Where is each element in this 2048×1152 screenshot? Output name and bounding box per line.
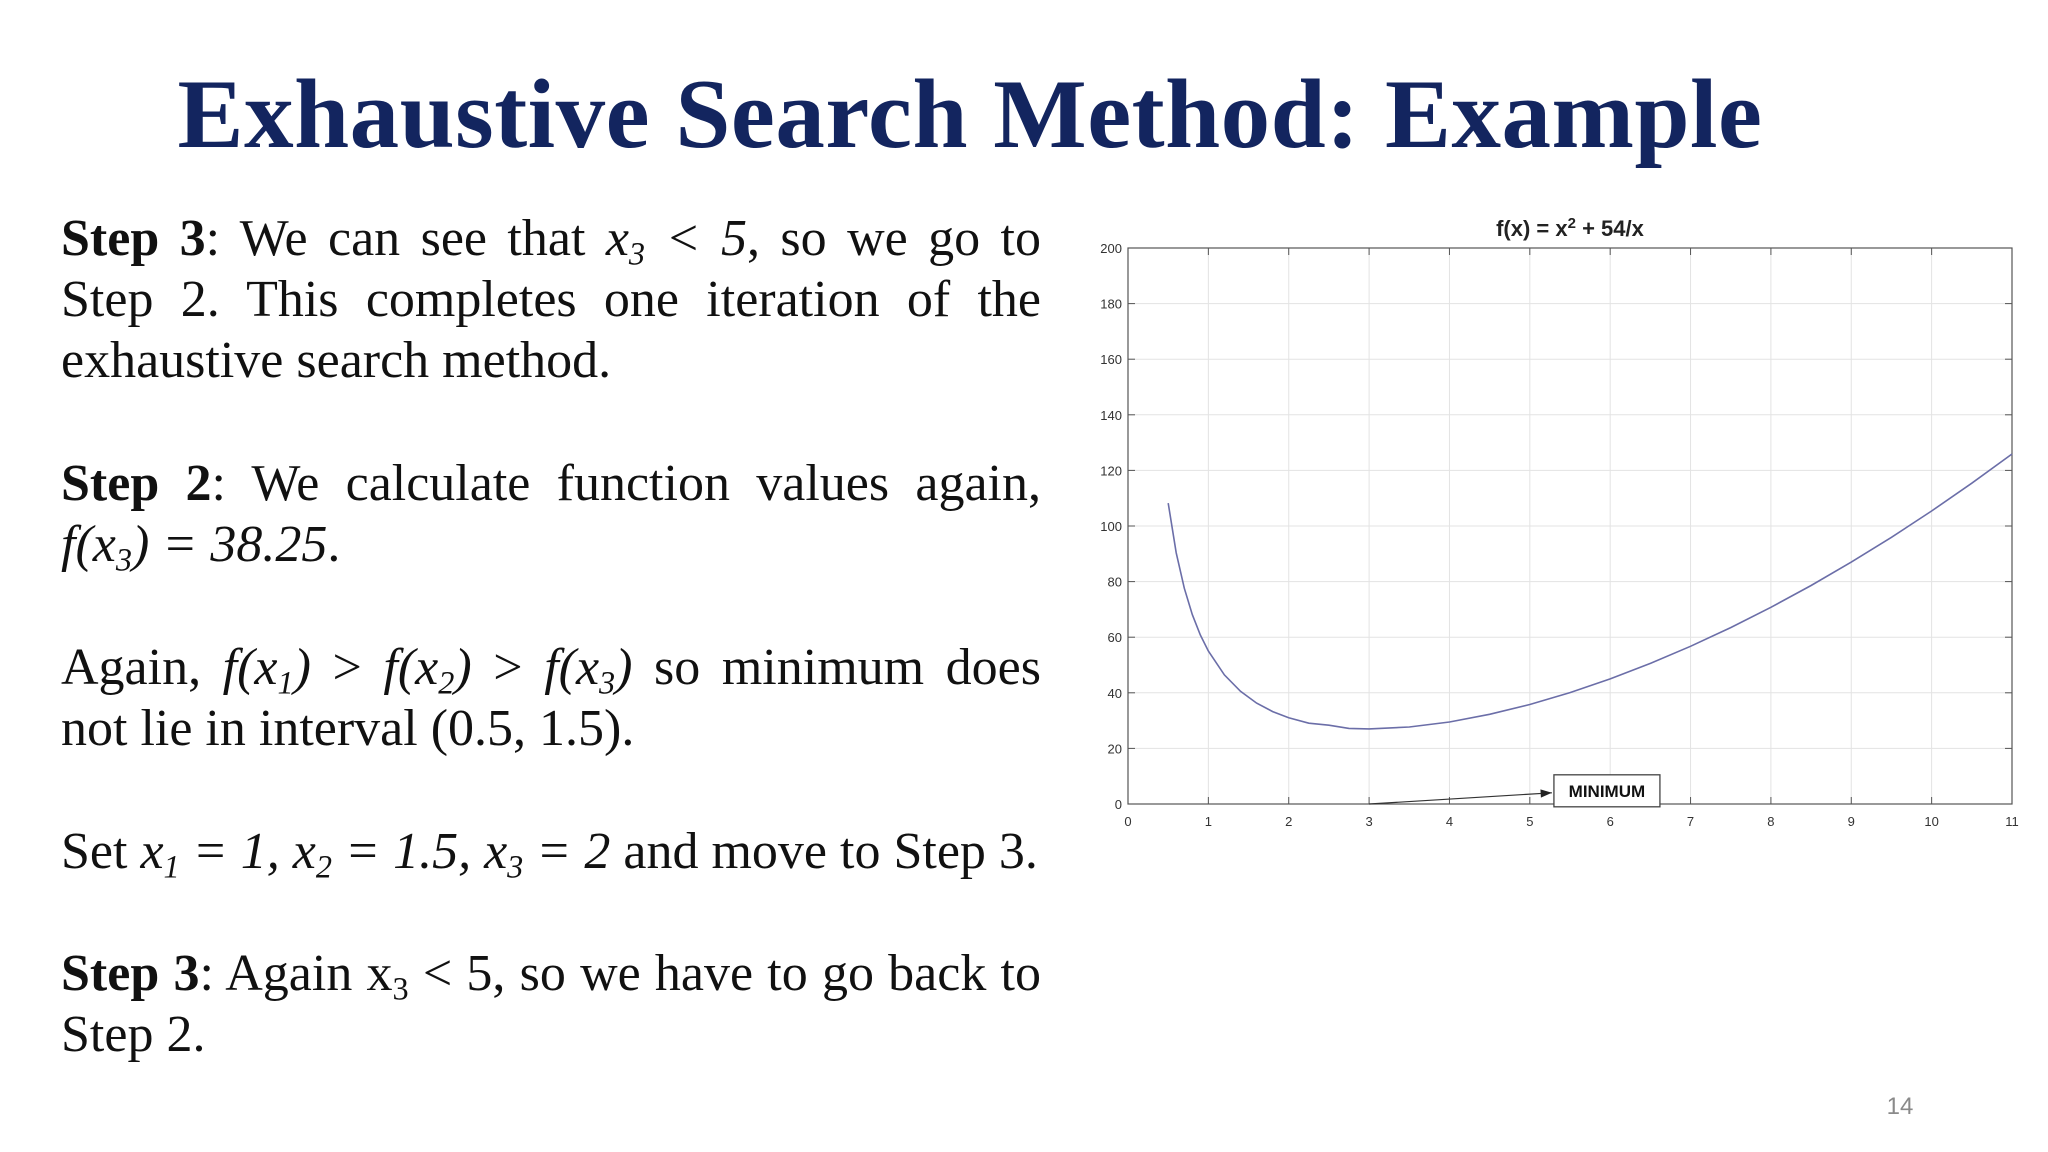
x-tick-label: 11 <box>2005 814 2019 829</box>
math-expr: $x_1 = 1$, $x_2 = 1.5$, $x_3 = 2$ <box>140 823 611 885</box>
ticks-layer <box>1100 241 2018 829</box>
x-tick-label: 3 <box>1365 814 1373 829</box>
x-tick-label: 6 <box>1606 814 1614 829</box>
math-expr: $f(x_2)$ <box>383 639 472 701</box>
y-tick-label: 40 <box>1107 685 1122 701</box>
page-number: 14 <box>1886 1093 1914 1120</box>
math-var: $x_3 < 5$ <box>605 210 747 272</box>
chart-title: $f(x) = x^2 + 54/x$ <box>1496 215 1644 241</box>
text-run: . <box>327 516 341 573</box>
paragraph-step3-second <box>61 943 1041 1065</box>
step-label: Step 2 <box>61 455 212 512</box>
grid-layer <box>1128 248 2012 804</box>
annotation-arrow-line <box>1369 793 1552 804</box>
text-run: : We can see that <box>205 210 606 267</box>
step-label: Step 3 <box>61 945 200 1002</box>
x-tick-label: 9 <box>1847 814 1855 829</box>
y-tick-label: 100 <box>1100 519 1122 534</box>
y-tick-label: 140 <box>1100 407 1122 423</box>
text-run: > <box>310 639 384 696</box>
text-run: , so we go to Step 2. This completes one iteration of the exhaustive search method. <box>61 210 1041 389</box>
y-tick-label: 80 <box>1107 574 1122 590</box>
text-run: > <box>471 639 545 696</box>
text-run: : Again x <box>199 945 393 1002</box>
paragraph-step2 <box>61 453 1041 578</box>
paragraph-set-values <box>61 821 1041 885</box>
slide-title: Exhaustive Search Method: Example <box>177 60 1763 169</box>
x-tick-label: 2 <box>1285 814 1293 829</box>
x-tick-label: 5 <box>1526 814 1534 829</box>
paragraph-again <box>61 637 1041 759</box>
text-run: Set <box>61 823 141 880</box>
x-tick-label: 4 <box>1445 814 1454 829</box>
annotation-layer <box>1369 775 1660 807</box>
annotation-label: MINIMUM <box>1568 781 1646 801</box>
y-tick-label: 160 <box>1100 352 1122 368</box>
math-expr: $f(x_3)$ <box>544 639 633 701</box>
x-tick-label: 10 <box>1924 814 1939 829</box>
y-tick-label: 120 <box>1100 463 1122 479</box>
slide-body <box>61 208 1041 1065</box>
y-tick-label: 20 <box>1107 741 1122 757</box>
text-run: Again, <box>61 639 223 696</box>
function-curve <box>1168 454 2012 729</box>
x-tick-label: 0 <box>1124 814 1132 829</box>
y-tick-label: 200 <box>1100 241 1122 256</box>
y-tick-label: 180 <box>1100 296 1122 312</box>
step-label: Step 3 <box>61 210 206 267</box>
paragraph-step3-first <box>61 208 1041 391</box>
chart-svg <box>1080 200 2020 840</box>
x-tick-label: 8 <box>1767 814 1775 829</box>
y-tick-label: 0 <box>1114 797 1122 812</box>
subscript: 3 <box>392 970 409 1007</box>
math-expr: $f(x_1)$ <box>222 639 311 701</box>
function-chart <box>1080 200 2020 840</box>
x-tick-label: 1 <box>1204 814 1212 829</box>
x-tick-label: 7 <box>1686 814 1695 829</box>
text-run: so minimum does not lie in interval (0.5, 1.5). <box>61 639 1041 757</box>
math-expr: $f(x_3) = 38.25$ <box>61 516 328 578</box>
y-tick-label: 60 <box>1107 630 1122 646</box>
annotation-arrowhead <box>1540 789 1552 797</box>
text-run: < 5, so we have to go back to Step 2. <box>61 945 1041 1063</box>
text-run: and move to Step 3. <box>610 823 1038 880</box>
text-run: : We calculate function values again, <box>211 455 1041 512</box>
